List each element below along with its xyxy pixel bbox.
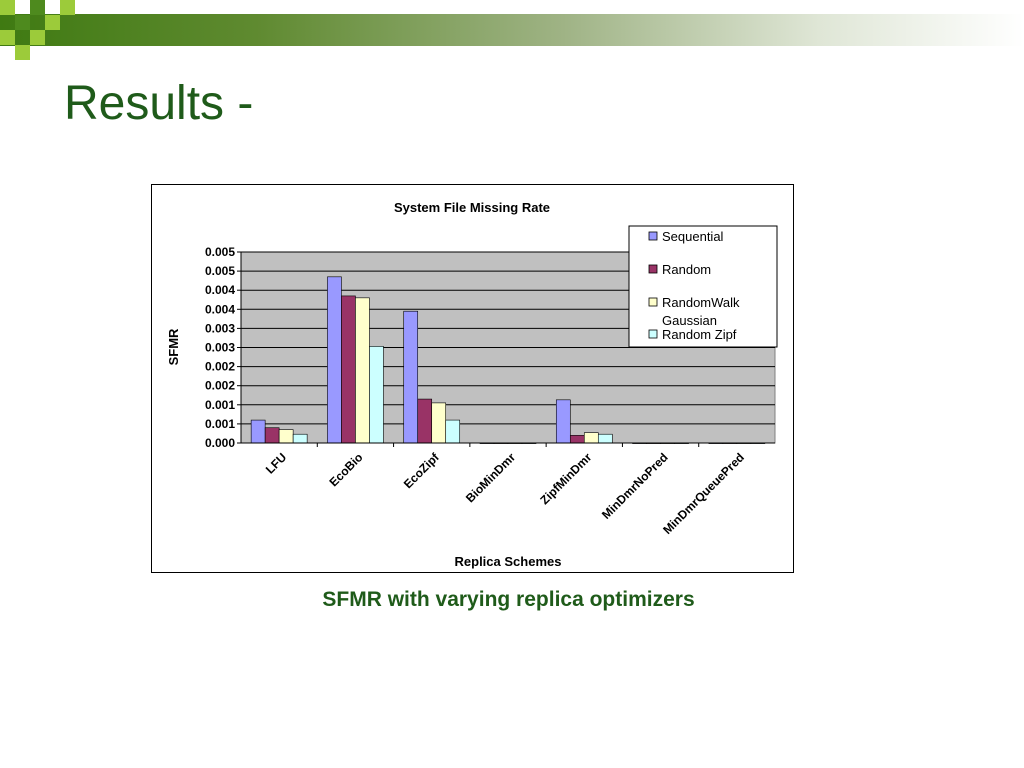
x-tick-label: MinDmrQueuePred: [660, 450, 747, 537]
x-tick-label: EcoBio: [326, 450, 366, 490]
y-tick-label: 0.000: [204, 436, 235, 450]
y-tick-label: 0.005: [204, 245, 235, 259]
x-tick-label: LFU: [262, 450, 290, 477]
bar: [265, 428, 279, 443]
legend-label: Random: [662, 262, 712, 277]
y-tick-label: 0.004: [204, 302, 235, 317]
bar: [251, 420, 265, 443]
y-tick-label: 0.004: [204, 283, 235, 298]
deco-square: [45, 15, 60, 30]
x-tick-label: ZipfMinDmr: [537, 450, 595, 508]
legend-swatch: [649, 265, 657, 273]
legend-label: Random Zipf: [662, 327, 737, 342]
bar: [432, 403, 446, 443]
bar: [341, 296, 355, 443]
deco-square: [15, 15, 30, 30]
legend-label: Sequential: [662, 229, 724, 244]
x-tick-label: MinDmrNoPred: [599, 450, 671, 522]
bar: [418, 399, 432, 443]
deco-square: [15, 45, 30, 60]
legend-label: RandomWalk Gaussian: [662, 295, 740, 328]
x-axis-label: Replica Schemes: [454, 554, 562, 569]
legend-swatch: [649, 232, 657, 240]
y-tick-label: 0.003: [204, 321, 235, 336]
x-axis-ticks: [263, 443, 747, 537]
deco-square: [30, 0, 45, 15]
legend: [629, 226, 777, 347]
y-tick-label: 0.001: [204, 416, 235, 431]
bar: [446, 420, 460, 443]
deco-square: [0, 30, 15, 45]
y-axis-label: SFMR: [166, 328, 181, 366]
deco-square: [0, 0, 15, 15]
deco-square: [60, 0, 75, 15]
bar: [404, 311, 418, 443]
legend-swatch: [649, 330, 657, 338]
y-tick-label: 0.002: [204, 378, 235, 393]
figure-caption: SFMR with varying replica optimizers: [322, 588, 695, 611]
bar: [584, 433, 598, 443]
bar: [556, 400, 570, 443]
bar-chart: [152, 185, 793, 572]
bar: [369, 346, 383, 443]
bar: [570, 435, 584, 443]
y-tick-label: 0.003: [204, 340, 235, 355]
slide-title: Results -: [64, 77, 254, 130]
bar: [598, 434, 612, 443]
x-tick-label: BioMinDmr: [462, 450, 519, 506]
x-tick-label: EcoZipf: [400, 450, 442, 492]
chart-title: System File Missing Rate: [393, 200, 551, 215]
y-tick-label: 0.002: [204, 359, 235, 374]
chart-frame: [151, 184, 794, 573]
legend-swatch: [649, 298, 657, 306]
y-tick-label: 0.005: [204, 264, 235, 279]
y-axis-ticks: [205, 245, 241, 450]
y-tick-label: 0.001: [204, 397, 235, 412]
bar: [293, 434, 307, 443]
deco-square: [30, 30, 45, 45]
bar: [279, 430, 293, 443]
bar: [327, 277, 341, 443]
bar: [355, 298, 369, 443]
top-gradient-band: [0, 14, 1024, 46]
